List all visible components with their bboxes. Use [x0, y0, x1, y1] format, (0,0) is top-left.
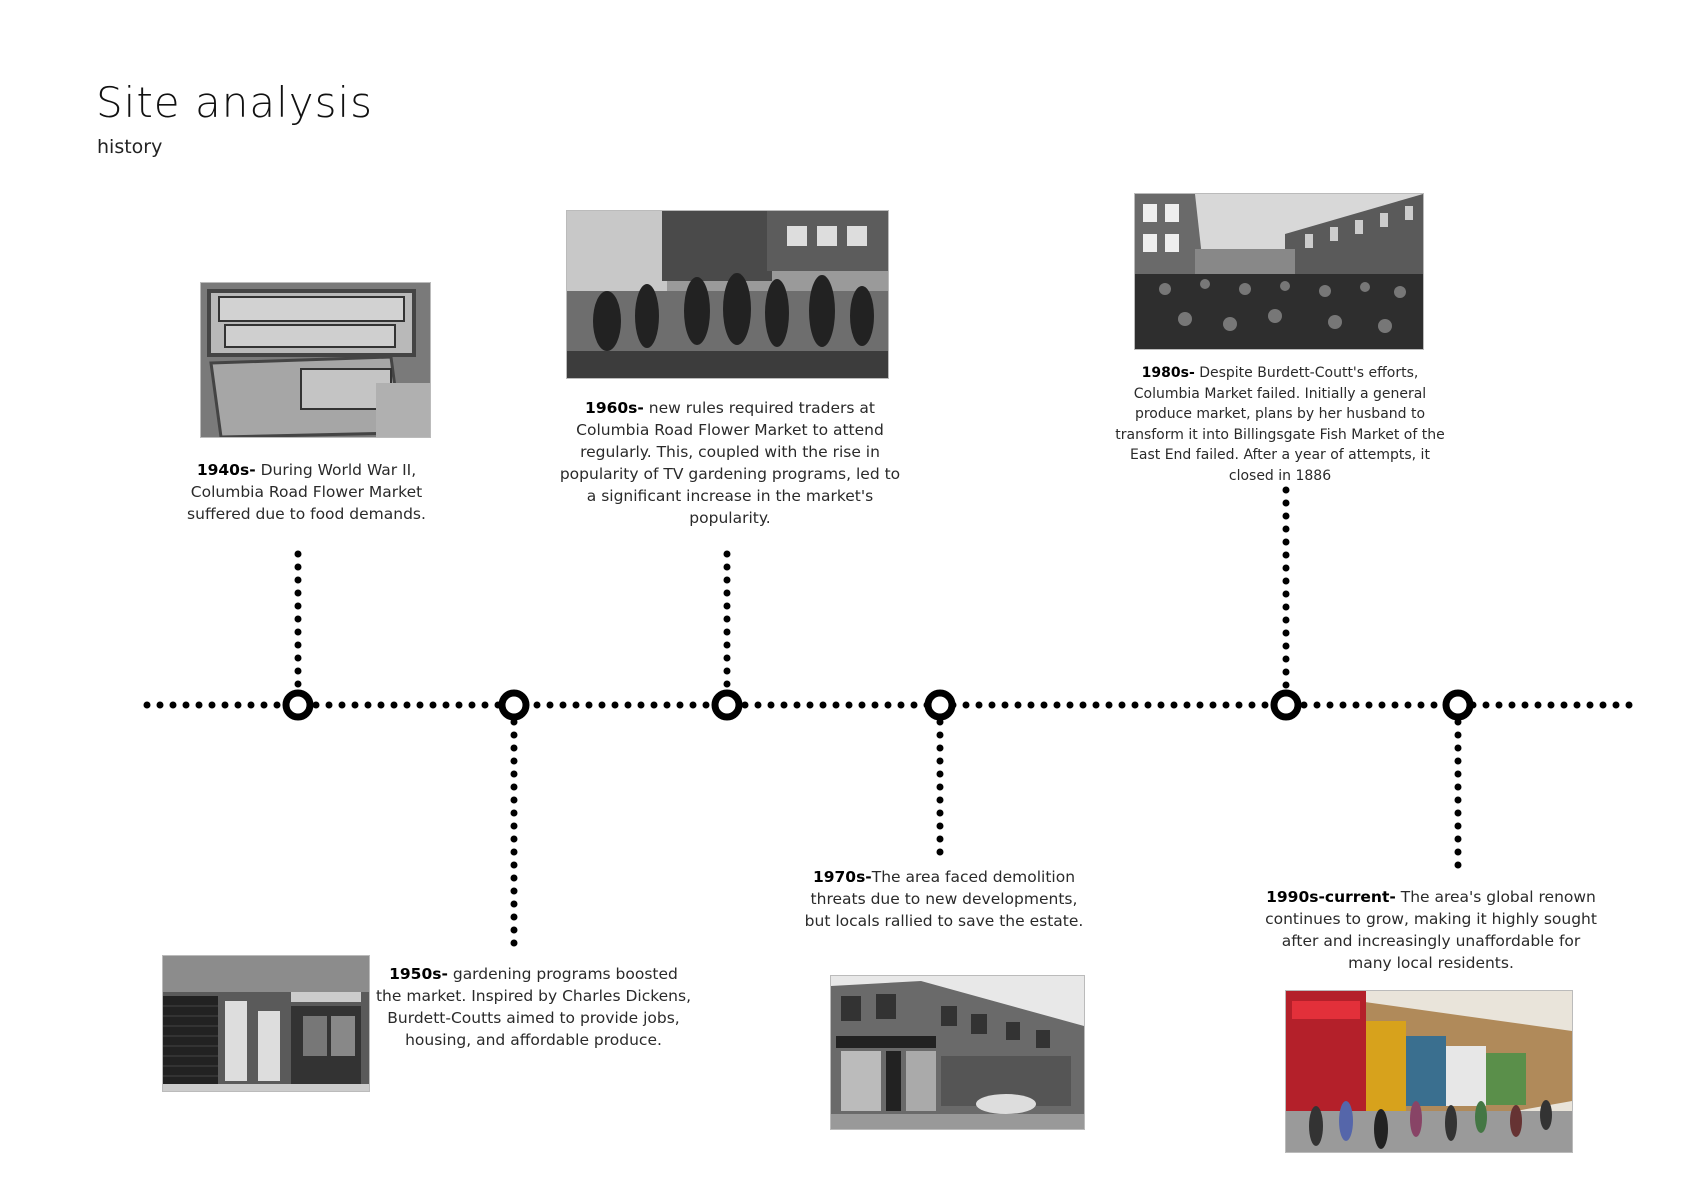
photo-1950s [163, 956, 369, 1091]
photo-1980s [1135, 194, 1423, 349]
node-1950s[interactable] [502, 693, 526, 717]
node-1960s[interactable] [715, 693, 739, 717]
caption-text-1970s: The area faced demolition threats due to new developments, but locals rallied to save the estate. [804, 868, 1084, 930]
era-label-1960s: 1960s- [585, 399, 644, 417]
node-1970s[interactable] [928, 693, 952, 717]
photo-1960s [567, 211, 888, 378]
photo-1990s [1286, 991, 1572, 1152]
caption-text-1940s: During World War II, Columbia Road Flower Market suffered due to food demands. [187, 461, 426, 523]
shopfront-image-icon [163, 956, 369, 1091]
caption-1970s [800, 866, 1088, 932]
caption-1940s [180, 459, 433, 525]
street-market-image-icon [1135, 194, 1423, 349]
crate-image-icon [201, 283, 430, 437]
page-title: Site analysis [96, 78, 374, 127]
node-1990s[interactable] [1446, 693, 1470, 717]
caption-1980s [1111, 363, 1449, 486]
photo-1940s [201, 283, 430, 437]
caption-text-1950s: gardening programs boosted the market. Inspired by Charles Dickens, Burdett-Coutts aimed to provide jobs, housing, and affordable produce. [375, 965, 692, 1049]
crowd-image-icon [567, 211, 888, 378]
node-1940s[interactable] [286, 693, 310, 717]
era-label-1990s: 1990s-current- [1266, 888, 1396, 906]
node-1980s[interactable] [1274, 693, 1298, 717]
era-label-1940s: 1940s- [196, 461, 256, 479]
photo-1970s [831, 976, 1084, 1129]
corner-shop-image-icon [831, 976, 1084, 1129]
era-label-1950s: 1950s- [389, 965, 448, 983]
caption-1950s [375, 963, 692, 1051]
caption-text-1980s: Despite Burdett-Coutt's efforts, Columbia Market failed. Initially a general produce market, plans by her husband to transform it into Billingsgate Fish Market of the East End failed. After a year of attempts, it closed in 1886 [1115, 365, 1445, 484]
era-label-1970s: 1970s- [812, 868, 872, 886]
caption-text-1960s: new rules required traders at Columbia Road Flower Market to attend regularly. This, coupled with the rise in popularity of TV gardening programs, led to a significant increase in the market's popularity. [559, 399, 901, 527]
caption-text-1990s: The area's global renown continues to grow, making it highly sought after and increasingly unaffordable for many local residents. [1265, 888, 1597, 972]
page-subtitle: history [97, 136, 163, 158]
caption-1960s [554, 397, 906, 529]
era-label-1980s: 1980s- [1141, 365, 1195, 381]
colour-market-image-icon [1286, 991, 1572, 1152]
caption-1990s [1262, 886, 1600, 974]
